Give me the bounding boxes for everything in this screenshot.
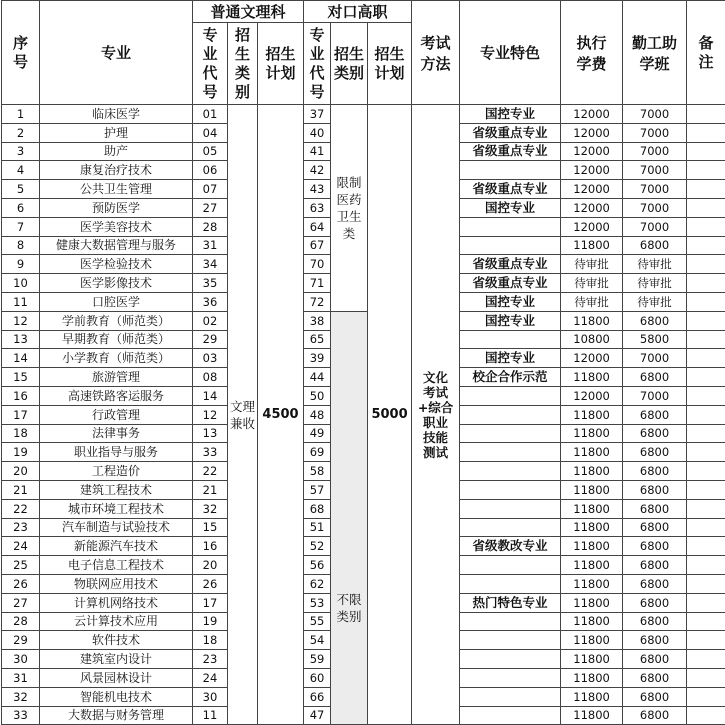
row-vocational-code: 37 <box>304 105 331 124</box>
row-major: 法律事务 <box>40 424 193 443</box>
row-tuition: 11800 <box>561 650 623 669</box>
row-remark <box>687 198 725 217</box>
row-remark <box>687 574 725 593</box>
row-aid: 6800 <box>623 424 687 443</box>
row-aid: 7000 <box>623 180 687 199</box>
row-aid: 7000 <box>623 142 687 161</box>
row-remark <box>687 405 725 424</box>
row-remark <box>687 161 725 180</box>
row-seq: 12 <box>2 311 40 330</box>
row-vocational-code: 40 <box>304 123 331 142</box>
row-aid: 6800 <box>623 668 687 687</box>
row-general-code: 12 <box>193 405 228 424</box>
row-vocational-code: 52 <box>304 537 331 556</box>
row-tuition: 11800 <box>561 405 623 424</box>
row-aid: 6800 <box>623 443 687 462</box>
exam-method-cell <box>412 105 460 725</box>
row-remark <box>687 123 725 142</box>
row-tuition: 11800 <box>561 631 623 650</box>
row-major: 预防医学 <box>40 198 193 217</box>
row-seq: 8 <box>2 236 40 255</box>
row-major: 风景园林设计 <box>40 668 193 687</box>
row-tuition: 11800 <box>561 537 623 556</box>
header-seq: 序号 <box>2 1 40 105</box>
row-vocational-code: 39 <box>304 349 331 368</box>
row-general-code: 29 <box>193 330 228 349</box>
row-vocational-code: 55 <box>304 612 331 631</box>
row-major: 助产 <box>40 142 193 161</box>
row-seq: 4 <box>2 161 40 180</box>
row-vocational-code: 63 <box>304 198 331 217</box>
row-seq: 6 <box>2 198 40 217</box>
row-major: 健康大数据管理与服务 <box>40 236 193 255</box>
row-feature: 省级教改专业 <box>460 537 561 556</box>
row-vocational-code: 64 <box>304 217 331 236</box>
row-general-code: 30 <box>193 687 228 706</box>
row-tuition: 12000 <box>561 105 623 124</box>
row-seq: 13 <box>2 330 40 349</box>
row-feature <box>460 612 561 631</box>
row-seq: 24 <box>2 537 40 556</box>
row-seq: 31 <box>2 668 40 687</box>
row-seq: 27 <box>2 593 40 612</box>
row-tuition: 待审批 <box>561 274 623 293</box>
row-aid: 待审批 <box>623 292 687 311</box>
row-seq: 16 <box>2 386 40 405</box>
row-tuition: 12000 <box>561 198 623 217</box>
row-major: 云计算技术应用 <box>40 612 193 631</box>
row-seq: 2 <box>2 123 40 142</box>
row-vocational-code: 38 <box>304 311 331 330</box>
general-plan-cell: 4500 <box>258 105 304 725</box>
row-tuition: 11800 <box>561 706 623 725</box>
row-feature <box>460 631 561 650</box>
row-aid: 6800 <box>623 574 687 593</box>
row-major: 康复治疗技术 <box>40 161 193 180</box>
row-tuition: 待审批 <box>561 292 623 311</box>
row-tuition: 12000 <box>561 349 623 368</box>
row-general-code: 26 <box>193 574 228 593</box>
vocational-type-restricted <box>331 105 368 312</box>
row-general-code: 23 <box>193 650 228 669</box>
row-vocational-code: 62 <box>304 574 331 593</box>
row-seq: 15 <box>2 368 40 387</box>
row-remark <box>687 236 725 255</box>
row-feature: 国控专业 <box>460 311 561 330</box>
row-aid: 6800 <box>623 236 687 255</box>
row-feature: 省级重点专业 <box>460 255 561 274</box>
row-vocational-code: 56 <box>304 556 331 575</box>
row-major: 计算机网络技术 <box>40 593 193 612</box>
row-tuition: 11800 <box>561 499 623 518</box>
row-general-code: 05 <box>193 142 228 161</box>
row-vocational-code: 70 <box>304 255 331 274</box>
row-aid: 6800 <box>623 462 687 481</box>
row-seq: 29 <box>2 631 40 650</box>
header-general-plan: 招生计划 <box>258 23 304 105</box>
row-aid: 6800 <box>623 311 687 330</box>
row-major: 学前教育（师范类） <box>40 311 193 330</box>
row-general-code: 22 <box>193 462 228 481</box>
row-tuition: 11800 <box>561 593 623 612</box>
row-general-code: 02 <box>193 311 228 330</box>
row-feature: 校企合作示范 <box>460 368 561 387</box>
row-tuition: 11800 <box>561 236 623 255</box>
row-aid: 6800 <box>623 593 687 612</box>
row-vocational-code: 59 <box>304 650 331 669</box>
row-major: 职业指导与服务 <box>40 443 193 462</box>
row-major: 护理 <box>40 123 193 142</box>
row-major: 工程造价 <box>40 462 193 481</box>
row-seq: 17 <box>2 405 40 424</box>
row-vocational-code: 71 <box>304 274 331 293</box>
row-major: 医学影像技术 <box>40 274 193 293</box>
row-remark <box>687 556 725 575</box>
row-feature <box>460 386 561 405</box>
row-feature <box>460 443 561 462</box>
row-vocational-code: 48 <box>304 405 331 424</box>
row-major: 医学检验技术 <box>40 255 193 274</box>
row-remark <box>687 292 725 311</box>
row-general-code: 32 <box>193 499 228 518</box>
row-general-code: 06 <box>193 161 228 180</box>
row-tuition: 12000 <box>561 180 623 199</box>
header-group-vocational: 对口高职 <box>304 1 412 23</box>
row-general-code: 19 <box>193 612 228 631</box>
row-vocational-code: 49 <box>304 424 331 443</box>
row-remark <box>687 311 725 330</box>
row-seq: 11 <box>2 292 40 311</box>
row-aid: 6800 <box>623 687 687 706</box>
row-aid: 待审批 <box>623 274 687 293</box>
row-general-code: 14 <box>193 386 228 405</box>
row-remark <box>687 650 725 669</box>
row-general-code: 31 <box>193 236 228 255</box>
row-feature <box>460 236 561 255</box>
row-feature: 国控专业 <box>460 198 561 217</box>
row-seq: 25 <box>2 556 40 575</box>
row-vocational-code: 57 <box>304 480 331 499</box>
row-feature <box>460 480 561 499</box>
row-major: 城市环境工程技术 <box>40 499 193 518</box>
row-tuition: 11800 <box>561 462 623 481</box>
header-remark: 备注 <box>687 1 725 105</box>
row-feature <box>460 574 561 593</box>
row-remark <box>687 255 725 274</box>
row-feature <box>460 556 561 575</box>
row-remark <box>687 386 725 405</box>
row-vocational-code: 65 <box>304 330 331 349</box>
row-vocational-code: 42 <box>304 161 331 180</box>
row-remark <box>687 612 725 631</box>
row-remark <box>687 537 725 556</box>
row-general-code: 33 <box>193 443 228 462</box>
row-feature <box>460 330 561 349</box>
row-major: 汽车制造与试验技术 <box>40 518 193 537</box>
header-exam: 考试方法 <box>412 1 460 105</box>
row-seq: 21 <box>2 480 40 499</box>
row-aid: 6800 <box>623 518 687 537</box>
row-major: 早期教育（师范类） <box>40 330 193 349</box>
row-major: 行政管理 <box>40 405 193 424</box>
row-tuition: 11800 <box>561 518 623 537</box>
row-tuition: 11800 <box>561 480 623 499</box>
row-general-code: 13 <box>193 424 228 443</box>
row-general-code: 07 <box>193 180 228 199</box>
row-aid: 7000 <box>623 386 687 405</box>
row-feature: 热门特色专业 <box>460 593 561 612</box>
row-vocational-code: 66 <box>304 687 331 706</box>
row-remark <box>687 687 725 706</box>
row-tuition: 11800 <box>561 424 623 443</box>
row-major: 高速铁路客运服务 <box>40 386 193 405</box>
row-aid: 6800 <box>623 368 687 387</box>
row-remark <box>687 593 725 612</box>
header-row-groups <box>2 1 725 23</box>
row-major: 口腔医学 <box>40 292 193 311</box>
row-seq: 7 <box>2 217 40 236</box>
row-tuition: 待审批 <box>561 255 623 274</box>
row-tuition: 11800 <box>561 368 623 387</box>
row-vocational-code: 69 <box>304 443 331 462</box>
row-seq: 30 <box>2 650 40 669</box>
row-tuition: 11800 <box>561 687 623 706</box>
row-general-code: 16 <box>193 537 228 556</box>
row-seq: 5 <box>2 180 40 199</box>
row-vocational-code: 60 <box>304 668 331 687</box>
row-feature <box>460 217 561 236</box>
row-seq: 18 <box>2 424 40 443</box>
row-general-code: 34 <box>193 255 228 274</box>
row-major: 建筑室内设计 <box>40 650 193 669</box>
row-feature <box>460 650 561 669</box>
row-major: 建筑工程技术 <box>40 480 193 499</box>
row-general-code: 36 <box>193 292 228 311</box>
row-tuition: 11800 <box>561 311 623 330</box>
row-seq: 28 <box>2 612 40 631</box>
row-seq: 9 <box>2 255 40 274</box>
row-remark <box>687 180 725 199</box>
row-aid: 6800 <box>623 405 687 424</box>
row-feature <box>460 405 561 424</box>
row-tuition: 10800 <box>561 330 623 349</box>
row-aid: 6800 <box>623 650 687 669</box>
general-type-text: 文理兼收 <box>229 398 257 432</box>
row-aid: 6800 <box>623 556 687 575</box>
row-major: 小学教育（师范类） <box>40 349 193 368</box>
row-general-code: 04 <box>193 123 228 142</box>
table-row <box>2 105 725 124</box>
header-general-code: 专业代号 <box>193 23 228 105</box>
row-aid: 7000 <box>623 198 687 217</box>
row-general-code: 11 <box>193 706 228 725</box>
row-remark <box>687 424 725 443</box>
row-remark <box>687 499 725 518</box>
row-feature: 省级重点专业 <box>460 123 561 142</box>
row-feature <box>460 462 561 481</box>
row-remark <box>687 443 725 462</box>
row-feature <box>460 687 561 706</box>
row-seq: 19 <box>2 443 40 462</box>
row-vocational-code: 51 <box>304 518 331 537</box>
row-vocational-code: 53 <box>304 593 331 612</box>
header-vocational-code: 专业代号 <box>304 23 331 105</box>
row-vocational-code: 43 <box>304 180 331 199</box>
row-remark <box>687 368 725 387</box>
header-vocational-type: 招生类别 <box>331 23 368 105</box>
row-seq: 14 <box>2 349 40 368</box>
row-aid: 待审批 <box>623 255 687 274</box>
row-remark <box>687 330 725 349</box>
row-major: 旅游管理 <box>40 368 193 387</box>
row-aid: 6800 <box>623 537 687 556</box>
row-feature <box>460 161 561 180</box>
header-vocational-plan: 招生计划 <box>368 23 412 105</box>
row-seq: 33 <box>2 706 40 725</box>
row-aid: 6800 <box>623 480 687 499</box>
row-vocational-code: 50 <box>304 386 331 405</box>
row-feature: 国控专业 <box>460 105 561 124</box>
row-major: 电子信息工程技术 <box>40 556 193 575</box>
row-major: 临床医学 <box>40 105 193 124</box>
row-general-code: 27 <box>193 198 228 217</box>
row-seq: 10 <box>2 274 40 293</box>
vocational-type-restricted-text: 限制医药卫生类 <box>335 174 363 242</box>
row-feature: 省级重点专业 <box>460 274 561 293</box>
row-remark <box>687 631 725 650</box>
row-tuition: 11800 <box>561 443 623 462</box>
row-general-code: 15 <box>193 518 228 537</box>
row-vocational-code: 41 <box>304 142 331 161</box>
row-tuition: 11800 <box>561 612 623 631</box>
row-major: 医学美容技术 <box>40 217 193 236</box>
row-vocational-code: 58 <box>304 462 331 481</box>
row-general-code: 20 <box>193 556 228 575</box>
vocational-type-unrestricted-text: 不限类别 <box>335 591 363 625</box>
row-seq: 26 <box>2 574 40 593</box>
row-vocational-code: 68 <box>304 499 331 518</box>
row-vocational-code: 54 <box>304 631 331 650</box>
row-seq: 32 <box>2 687 40 706</box>
row-feature <box>460 668 561 687</box>
row-remark <box>687 480 725 499</box>
row-seq: 22 <box>2 499 40 518</box>
row-vocational-code: 72 <box>304 292 331 311</box>
row-feature: 省级重点专业 <box>460 180 561 199</box>
row-tuition: 12000 <box>561 161 623 180</box>
header-tuition: 执行学费 <box>561 1 623 105</box>
row-aid: 7000 <box>623 217 687 236</box>
row-aid: 7000 <box>623 161 687 180</box>
row-general-code: 21 <box>193 480 228 499</box>
row-aid: 5800 <box>623 330 687 349</box>
row-general-code: 08 <box>193 368 228 387</box>
header-general-type: 招生类别 <box>228 23 258 105</box>
row-seq: 20 <box>2 462 40 481</box>
row-major: 大数据与财务管理 <box>40 706 193 725</box>
row-tuition: 12000 <box>561 217 623 236</box>
row-major: 物联网应用技术 <box>40 574 193 593</box>
row-general-code: 17 <box>193 593 228 612</box>
row-major: 新能源汽车技术 <box>40 537 193 556</box>
table-row <box>2 311 725 330</box>
row-remark <box>687 349 725 368</box>
row-tuition: 11800 <box>561 668 623 687</box>
row-general-code: 24 <box>193 668 228 687</box>
row-vocational-code: 67 <box>304 236 331 255</box>
row-tuition: 12000 <box>561 386 623 405</box>
row-vocational-code: 44 <box>304 368 331 387</box>
row-aid: 7000 <box>623 105 687 124</box>
row-tuition: 11800 <box>561 556 623 575</box>
header-aid: 勤工助学班 <box>623 1 687 105</box>
row-remark <box>687 217 725 236</box>
row-feature: 国控专业 <box>460 292 561 311</box>
header-major: 专业 <box>40 1 193 105</box>
row-general-code: 18 <box>193 631 228 650</box>
row-remark <box>687 274 725 293</box>
row-remark <box>687 105 725 124</box>
row-aid: 7000 <box>623 123 687 142</box>
row-general-code: 03 <box>193 349 228 368</box>
row-remark <box>687 518 725 537</box>
row-major: 公共卫生管理 <box>40 180 193 199</box>
row-general-code: 01 <box>193 105 228 124</box>
row-aid: 7000 <box>623 349 687 368</box>
row-seq: 23 <box>2 518 40 537</box>
row-aid: 6800 <box>623 499 687 518</box>
row-feature: 省级重点专业 <box>460 142 561 161</box>
row-vocational-code: 47 <box>304 706 331 725</box>
row-tuition: 12000 <box>561 123 623 142</box>
row-major: 智能机电技术 <box>40 687 193 706</box>
row-aid: 6800 <box>623 631 687 650</box>
row-seq: 1 <box>2 105 40 124</box>
row-seq: 3 <box>2 142 40 161</box>
row-tuition: 12000 <box>561 142 623 161</box>
row-feature <box>460 518 561 537</box>
general-type-cell <box>228 105 258 725</box>
row-remark <box>687 462 725 481</box>
vocational-type-unrestricted <box>331 311 368 725</box>
vocational-plan-cell: 5000 <box>368 105 412 725</box>
exam-method-text: 文化考试+综合职业技能测试 <box>418 370 454 460</box>
row-feature <box>460 499 561 518</box>
row-remark <box>687 142 725 161</box>
row-remark <box>687 668 725 687</box>
header-group-general: 普通文理科 <box>193 1 304 23</box>
row-major: 软件技术 <box>40 631 193 650</box>
row-aid: 6800 <box>623 612 687 631</box>
row-feature <box>460 424 561 443</box>
enrollment-table <box>1 0 725 725</box>
row-tuition: 11800 <box>561 574 623 593</box>
header-feature: 专业特色 <box>460 1 561 105</box>
row-general-code: 28 <box>193 217 228 236</box>
row-aid: 6800 <box>623 706 687 725</box>
row-feature: 国控专业 <box>460 349 561 368</box>
row-general-code: 35 <box>193 274 228 293</box>
